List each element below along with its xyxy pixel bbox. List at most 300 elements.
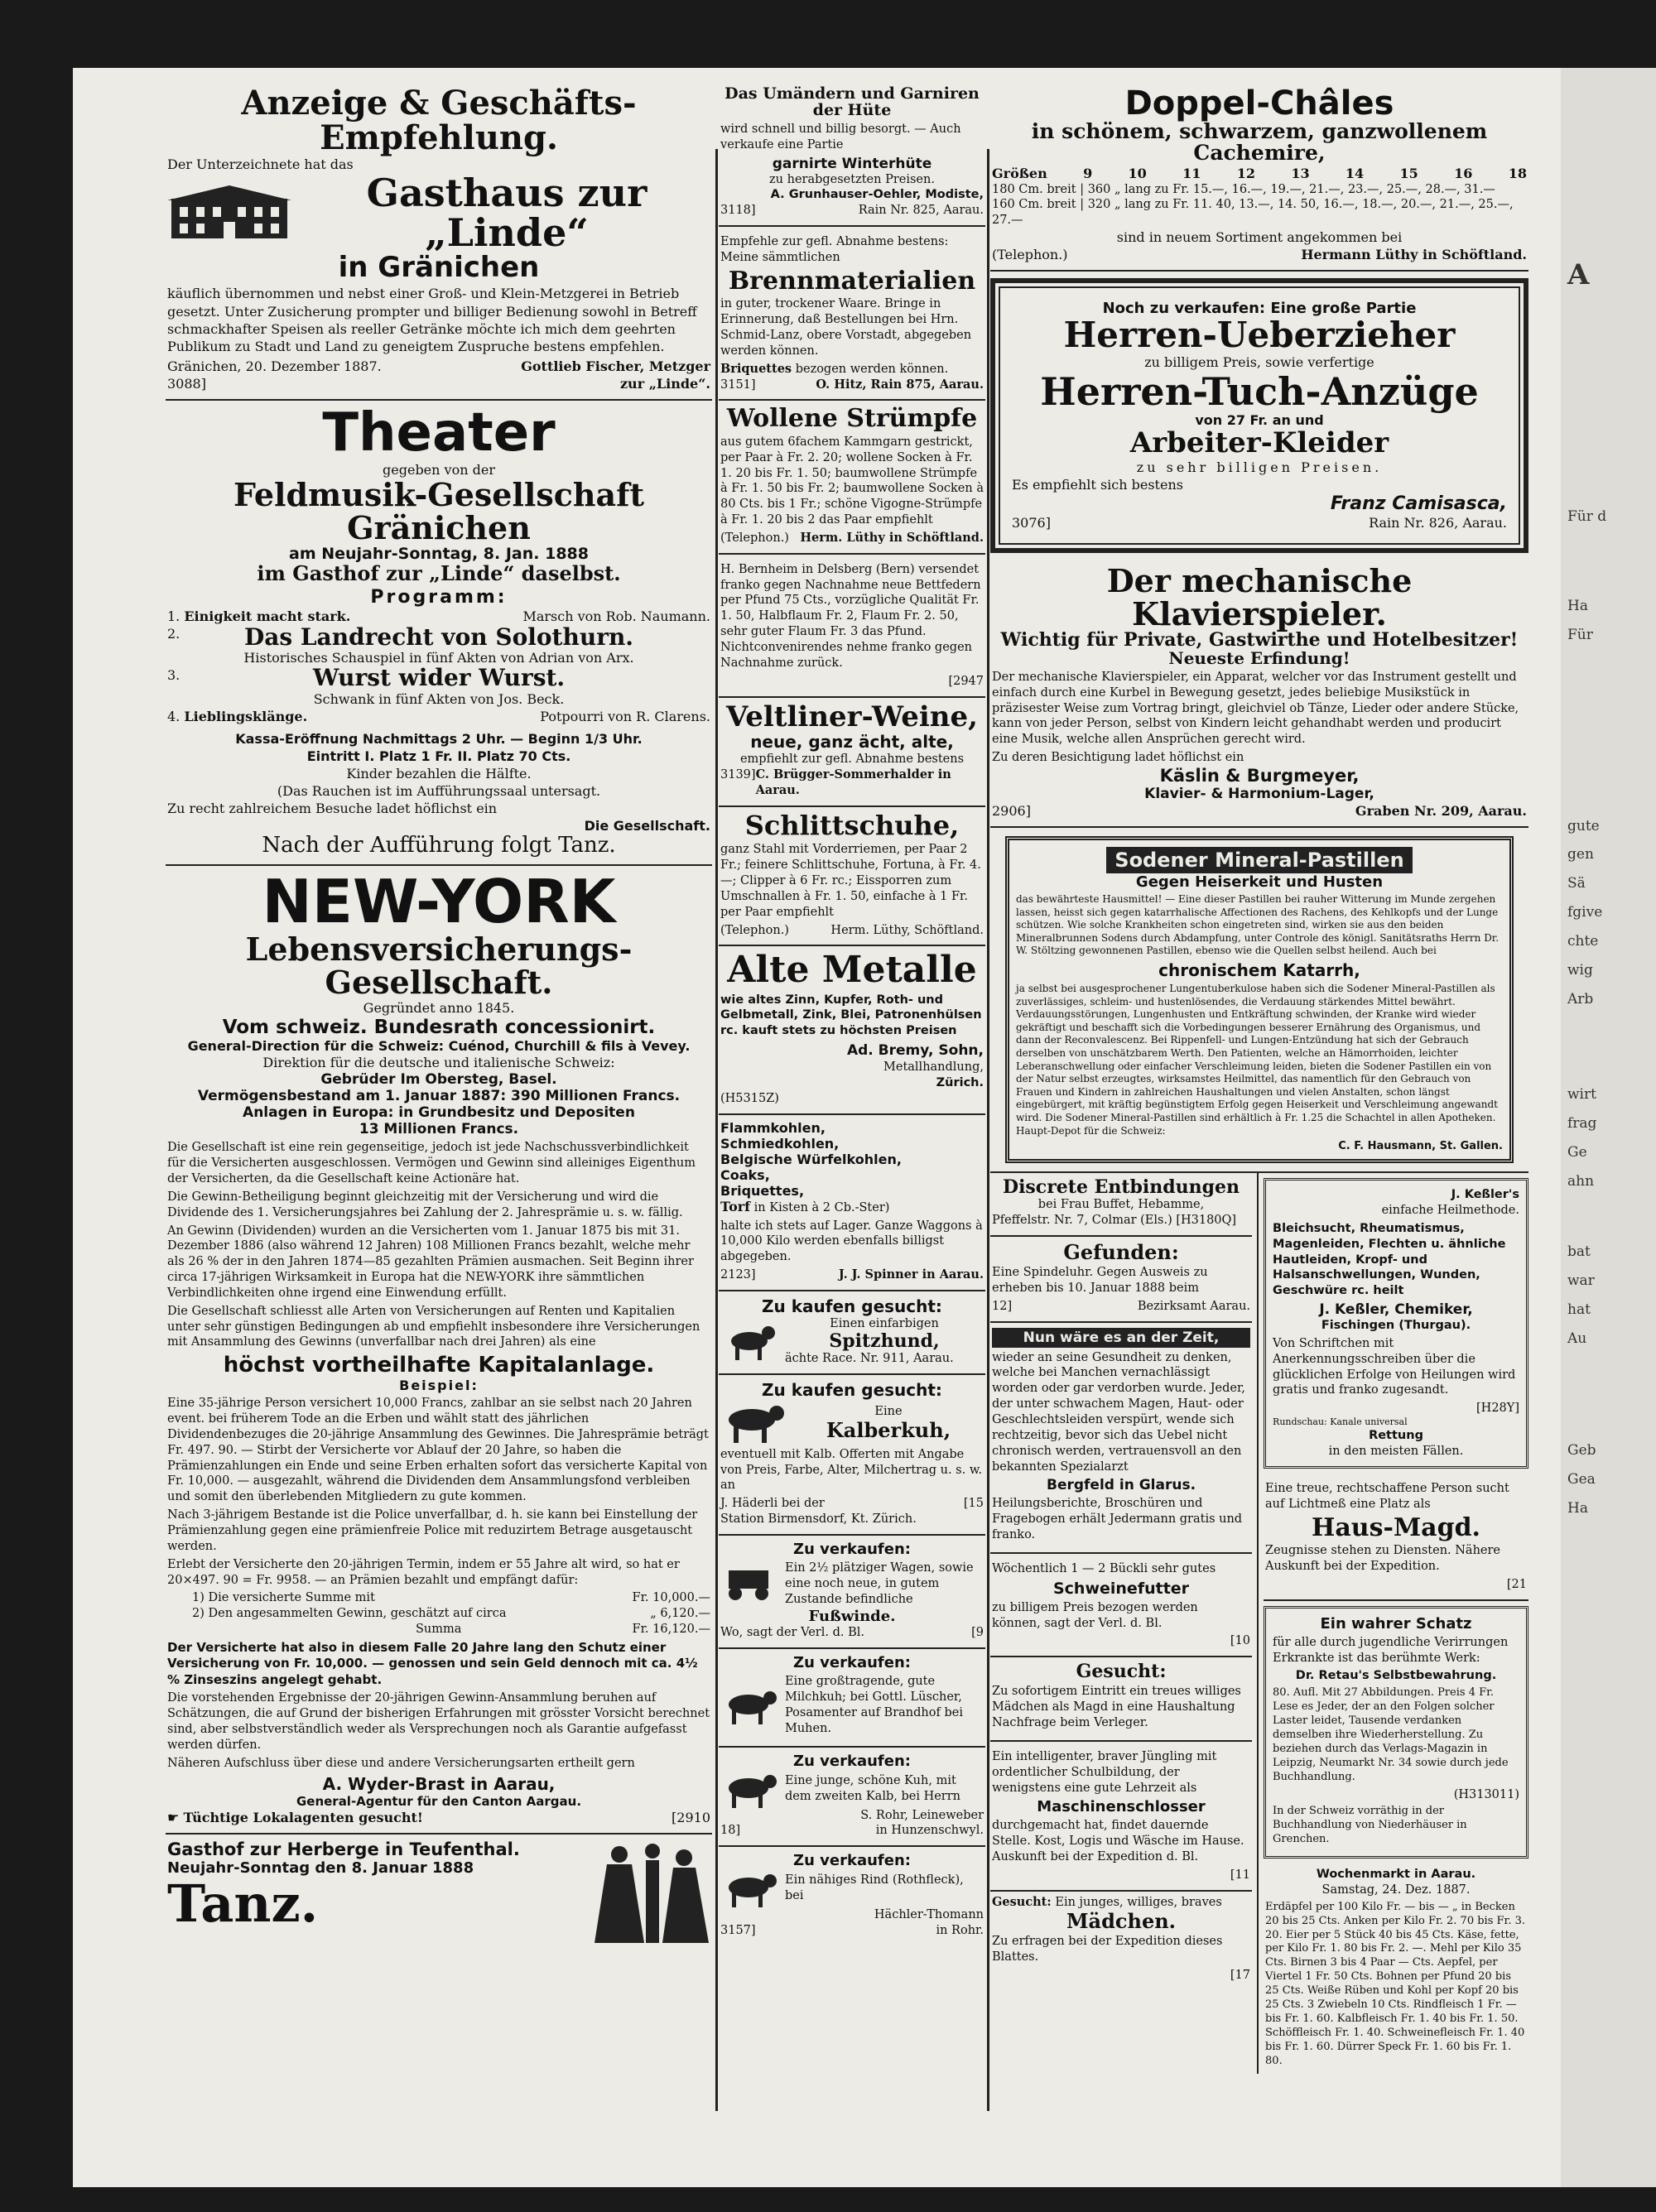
cow-icon	[720, 1400, 787, 1445]
edge-fragment: Sä	[1567, 875, 1586, 892]
ref-number: [9	[971, 1626, 984, 1640]
kessler-rescue: Rettung	[1369, 1429, 1423, 1443]
spitz-text-2: ächte Race. Nr. 911, Aarau.	[785, 1351, 954, 1365]
program-author: Potpourri von R. Clarens.	[540, 708, 710, 724]
hausmagd-bold: Haus-Magd.	[1312, 1512, 1480, 1542]
kuh2-text: Eine junge, schöne Kuh, mit dem zweiten Kalb, bei Herrn	[785, 1773, 960, 1803]
schwein-text-2: zu billigem Preis bezogen werden können, sagt der Verl. d. Bl.	[992, 1600, 1198, 1630]
program-author: Historisches Schauspiel in fünf Akten von Adrian von Arx.	[243, 649, 634, 666]
newyork-paragraph: Näheren Aufschluss über diese und andere Versicherungsarten ertheilt gern	[167, 1756, 635, 1770]
calc-value: Fr. 10,000.—	[632, 1591, 710, 1605]
rind-name: Hächler-Thomann	[874, 1908, 984, 1922]
klavier-address: Graben Nr. 209, Aarau.	[1355, 802, 1527, 819]
ref-number: [2947	[948, 674, 984, 688]
newyork-paragraph: An Gewinn (Dividenden) wurden an die Versicherten vom 1. Januar 1875 bis mit 31. Dezember 1886 (also während 12 Jahren) 108 Millionen Francs bezahlt, welche mehr als 26 % der in den Jahren 1874—85 gezahlten Prämien ausmachen. Seit Beginn ihrer circa 17-jährigen Wirksamkeit in Europa hat die NEW-YORK ihre sämmtlichen Verbindlichkeiten ohne irgend eine Einwendung erfüllt.	[167, 1224, 694, 1300]
newyork-headline: höchst vortheilhafte Kapitalanlage.	[223, 1353, 655, 1378]
size-value: 9	[1083, 165, 1093, 181]
edge-fragment: gen	[1567, 846, 1594, 863]
ref-number: [H28Y]	[1476, 1402, 1519, 1416]
schlitt-title: Schlittschuhe,	[744, 809, 960, 841]
veltliner-ad	[719, 698, 985, 807]
kuh-bold: Kalberkuh,	[826, 1417, 951, 1442]
hats-title: Das Umändern und Garniren der Hüte	[724, 84, 980, 119]
size-value: 16	[1454, 165, 1473, 181]
edge-fragment: war	[1567, 1272, 1595, 1289]
kessler-head: J. Keßler's	[1451, 1188, 1519, 1202]
ref-number: 3118]	[720, 204, 756, 218]
edge-fragment: Geb	[1567, 1442, 1596, 1459]
maedchen-text-2: Zu erfragen bei der Expedition dieses Blattes.	[992, 1934, 1223, 1964]
ref-number: [21	[1506, 1577, 1527, 1591]
kohlen-item: Coaks,	[720, 1166, 770, 1183]
herren-address: Rain Nr. 826, Aarau.	[1369, 514, 1507, 531]
maedchen-ad	[990, 1892, 1252, 1987]
tanz-title: Tanz.	[167, 1873, 319, 1934]
column-3	[990, 81, 1528, 2074]
schlitt-ad	[719, 807, 985, 947]
metalle-name-2: Metallhandlung,	[883, 1060, 984, 1075]
brenn-ad	[719, 227, 985, 401]
chales-name: Hermann Lüthy in Schöftland.	[1301, 247, 1527, 263]
schlitt-name: Herm. Lüthy, Schöftland.	[830, 923, 984, 937]
program-piece: Lieblingsklänge.	[184, 708, 308, 724]
bergfeld-name: Bergfeld in Glarus.	[1046, 1477, 1196, 1494]
schlosser-bold: Maschinenschlosser	[1037, 1798, 1206, 1816]
kessler-ad	[1264, 1178, 1528, 1469]
soden-title: Sodener Mineral-Pastillen	[1106, 847, 1412, 873]
edge-fragment: fgive	[1567, 904, 1603, 921]
edge-fragment: gute	[1567, 818, 1600, 834]
telephon-label: (Telephon.)	[992, 247, 1068, 263]
newyork-brothers: Gebrüder Im Obersteg, Basel.	[320, 1071, 557, 1089]
price-row: zu Fr. 11. 40, 13.—, 14. 50, 16.—, 18.—, 20.—, 21.—, 25.—, 27.—	[992, 198, 1514, 228]
kuh-text-2: eventuell mit Kalb. Offerten mit Angabe von Preis, Farbe, Alter, Milchertrag u. s. w. an	[720, 1447, 983, 1493]
schatz-title: Ein wahrer Schatz	[1320, 1614, 1472, 1633]
newyork-assets: Vermögensbestand am 1. Januar 1887: 390 Millionen Francs.	[197, 1088, 681, 1105]
program-piece: Einigkeit macht stark.	[184, 608, 351, 625]
metalle-title: Alte Metalle	[727, 949, 977, 992]
newyork-paragraph: Die Gesellschaft ist eine rein gegenseitige, jedoch ist jede Nachschussverbindlichkeit für die Versicherten ausgeschlossen. Vermögen und Gewinn sind alleiniges Eigenthum der Versicherten, da die Gesellschaft keine Actionäre hat.	[167, 1141, 696, 1185]
hausmagd-text: Eine treue, rechtschaffene Person sucht auf Lichtmeß eine Platz als	[1265, 1482, 1509, 1511]
theater-sign: Die Gesellschaft.	[584, 818, 710, 834]
metalle-name: Ad. Bremy, Sohn,	[846, 1042, 984, 1060]
wagen-text: Ein 2½ plätziger Wagen, sowie eine noch neue, in gutem Zustande befindliche	[785, 1560, 974, 1606]
edge-fragment: frag	[1567, 1115, 1597, 1132]
schwein-text: Wöchentlich 1 — 2 Bückli sehr gutes	[992, 1561, 1216, 1575]
milch-text: Eine großtragende, gute Milchkuh; bei Gottl. Lüscher, Posamenter auf Brandhof bei Muhen.	[785, 1675, 963, 1735]
herren-price: von 27 Fr. an und	[1195, 411, 1324, 428]
schwein-bold: Schweinefutter	[1052, 1579, 1190, 1598]
soden-ad	[1005, 836, 1514, 1163]
gefunden-ad	[990, 1237, 1252, 1323]
gesucht-ad	[990, 1657, 1252, 1742]
edge-fragment: Au	[1567, 1330, 1587, 1347]
kohlen-name: J. J. Spinner in Aarau.	[838, 1267, 984, 1282]
linde-intro: Der Unterzeichnete hat das	[167, 156, 354, 172]
kohlen-item: Flammkohlen,	[720, 1119, 826, 1136]
size-value: 11	[1182, 165, 1201, 181]
schatz-text-2: 80. Aufl. Mit 27 Abbildungen. Preis 4 Fr. Lese es Jeder, der an den Folgen solcher Laster leidet, Tausende verdanken demselben ihre Wiederherstellung. Zu beziehen durch das Verlags-Magazin in Leipzig, Neumarkt Nr. 34 sowie durch jede Buchhandlung.	[1273, 1686, 1509, 1783]
discrete-ad	[990, 1173, 1252, 1237]
program-piece: Wurst wider Wurst.	[312, 664, 566, 692]
schlitt-text: ganz Stahl mit Vorderriemen, per Paar 2 Fr.; feinere Schlittschuhe, Fortuna, à Fr. 4. —; Clipper à 6 Fr. rc.; Eissporren zum Umschnallen à Fr. 1. 50, einfache à 1 Fr. per Paar empfiehlt	[720, 843, 981, 919]
soden-sub: Gegen Heiserkeit und Husten	[1135, 873, 1384, 892]
theater-dance: Nach der Aufführung folgt Tanz.	[262, 833, 616, 858]
size-value: 14	[1345, 165, 1365, 181]
ref-number: 18]	[720, 1824, 741, 1838]
kuh-title: Zu kaufen gesucht:	[762, 1379, 942, 1400]
veltliner-title: Veltliner-Weine,	[725, 700, 978, 733]
metalle-text: wie altes Zinn, Kupfer, Roth- und Gelbmetall, Zink, Blei, Patronenhülsen rc. kauft stets zu höchsten Preisen	[720, 993, 982, 1038]
ref-number: [10	[1230, 1634, 1251, 1648]
discrete-title: Discrete Entbindungen	[1002, 1176, 1240, 1199]
newyork-paragraph: Nach 3-jährigem Bestande ist die Police unverfallbar, d. h. sie kann bei Einstellung der Prämienzahlung gegen eine prämienfreie Police mit reduzirtem Betrage ausgetauscht werden.	[167, 1508, 698, 1553]
edge-fragment: Gea	[1567, 1471, 1596, 1488]
klavier-new: Neueste Erfindung!	[1168, 647, 1350, 668]
ref-number: (H313011)	[1453, 1787, 1519, 1801]
markt-text: Erdäpfel per 100 Kilo Fr. — bis — „ in Becken 20 bis 25 Cts. Anken per Kilo Fr. 2. 70 bis Fr. 3. 20. Eier per 5 Stück 40 bis 45 Cts. Käse, fette, per Kilo Fr. 1. 80 bis Fr. 2. —. Mehl per Kilo 35 Cts. Birnen 3 bis 4 Paar — Cts. Aepfel, per Viertel 1 Fr. 50 Cts. Bohnen per Pfund 20 bis 25 Cts. Weiße Rüben und Kohl per Kopf 20 bis 25 Cts. 3 Zwiebeln 10 Cts. Rindfleisch 1 Fr. — bis Fr. 1. 60. Kalbfleisch Fr. 1. 40 bis Fr. 1. 50. Schöffleisch Fr. 1. 40. Schweinefleisch Fr. 1. 40 bis Fr. 1. 60. Dürrer Speck Fr. 1. 60 bis Fr. 1. 80.	[1265, 1900, 1525, 2067]
schlosser-ad	[990, 1742, 1252, 1892]
program-piece: Das Landrecht von Solothurn.	[243, 623, 634, 651]
cow-icon	[720, 1869, 778, 1907]
theater-entry: Eintritt I. Platz 1 Fr. II. Platz 70 Cts.	[306, 748, 571, 764]
kessler-text-2: Von Schriftchen mit Anerkennungsschreiben über die glücklichen Erfolge von Heilungen wird gratis und franko zugesandt.	[1273, 1336, 1516, 1397]
herren-mid: zu billigem Preis, sowie verfertige	[1144, 354, 1374, 371]
col3-right-stack	[1257, 1173, 1528, 2074]
strumpfe-title: Wollene Strümpfe	[726, 404, 978, 434]
klavier-text: Der mechanische Klavierspieler, ein Apparat, welcher vor das Instrument gestellt und einfach durch eine Kurbel in Bewegung gesetzt, jedes beliebige Musikstück in präzisester Weise zum Vortrag bringt, gleichviel ob Tänze, Lieder oder andere Stücke, kann von jeder Person, selbst von Kindern leicht gehandhabt werden und producirt eine Musik, welche allen Ansprüchen gerecht wird.	[992, 670, 1519, 747]
column-rule	[715, 149, 718, 2111]
kohlen-text: halte ich stets auf Lager. Ganze Waggons à 10,000 Kilo werden ebenfalls billigst abgegeben.	[720, 1219, 983, 1264]
edge-fragment: ahn	[1567, 1173, 1595, 1190]
theater-invite: Zu recht zahlreichem Besuche ladet höflichst ein	[167, 801, 498, 817]
wagen-bold: Fußwinde.	[808, 1608, 896, 1626]
kessler-sub: einfache Heilmethode.	[1381, 1203, 1519, 1217]
cow-icon	[720, 1686, 778, 1724]
discrete-text: bei Frau Buffet, Hebamme,	[1037, 1198, 1205, 1212]
calc-value: „ 6,120.—	[650, 1607, 710, 1621]
herren-title-2: Herren-Tuch-Anzüge	[1040, 368, 1479, 414]
linde-date: Gränichen, 20. Dezember 1887.	[167, 358, 382, 374]
herren-name: Franz Camisasca,	[1330, 493, 1507, 514]
theater-ad	[166, 401, 712, 866]
ref-number: [15	[963, 1497, 984, 1511]
herren-title-3: Arbeiter-Kleider	[1129, 426, 1389, 459]
newyork-licensed: Vom schweiz. Bundesrath concessionirt.	[222, 1017, 656, 1039]
bergfeld-text: wieder an seine Gesundheit zu denken, welche bei Manchen vernachlässigt worden oder gar verdorben wurde. Jeder, der unter schwachem Magen, Haut- oder Geschlechtsleiden verspürt, wende sich rechtzeitig, bevor sich das Uebel nicht chronisch werden, vertrauensvoll an den bekannten Spezialarzt	[992, 1350, 1245, 1474]
schatz-text: für alle durch jugendliche Verirrungen Erkrankte ist das berühmte Werk:	[1273, 1635, 1509, 1665]
spitz-bold: Spitzhund,	[829, 1330, 940, 1352]
kohlen-item: Torf	[720, 1198, 751, 1214]
linde-title: Anzeige & Geschäfts-Empfehlung.	[241, 84, 637, 157]
gesucht-text: Zu sofortigem Eintritt ein treues williges Mädchen als Magd in eine Haushaltung Nachfrage beim Verleger.	[992, 1685, 1241, 1730]
rind-title: Zu verkaufen:	[793, 1852, 911, 1870]
wagen-ad	[719, 1536, 985, 1649]
telephon-label: (Telephon.)	[720, 923, 789, 937]
edge-fragment: wig	[1567, 962, 1593, 979]
size-value: 13	[1291, 165, 1310, 181]
hausmagd-text-2: Zeugnisse stehen zu Diensten. Nähere Auskunft bei der Expedition.	[1265, 1544, 1501, 1574]
kessler-text: Bleichsucht, Rheumatismus, Magenleiden, Flechten u. ähnliche Hautleiden, Kropf- und Halsanschwellungen, Wunden, Geschwüre rc. heilt	[1273, 1221, 1506, 1298]
markt-ad	[1264, 1863, 1528, 2074]
chales-text: sind in neuem Sortiment angekommen bei	[1116, 229, 1403, 246]
gefunden-text: Eine Spindeluhr. Gegen Ausweis zu erheben bis 10. Januar 1888 beim	[992, 1266, 1208, 1295]
calc-label: Summa	[416, 1623, 462, 1637]
ref-number: 2123]	[720, 1268, 756, 1282]
program-item	[167, 625, 710, 666]
kohlen-torf: in Kisten à 2 Cb.-Ster)	[753, 1200, 890, 1214]
newyork-paragraph: Die vorstehenden Ergebnisse der 20-jährigen Gewinn-Ansammlung beruhen auf Schätzungen, die auf Grund der bisherigen Erfahrungen mit grösster Vorsicht berechnet sind, aber selbstverständlich weder als Versprechungen noch als Garantie aufgefasst werden dürfen.	[167, 1691, 710, 1752]
program-title: Programm:	[370, 587, 508, 608]
kuh2-address: in Hunzenschwyl.	[875, 1824, 984, 1838]
rind-address: in Rohr.	[936, 1924, 984, 1938]
hats-text: wird schnell und billig besorgt. — Auch verkaufe eine Partie	[720, 122, 961, 151]
markt-date: Samstag, 24. Dez. 1887.	[1321, 1883, 1471, 1897]
metalle-name-3: Zürich.	[936, 1076, 984, 1090]
size-value: 15	[1399, 165, 1418, 181]
kuh-address: Station Birmensdorf, Kt. Zürich.	[720, 1512, 917, 1527]
wagen-title: Zu verkaufen:	[793, 1540, 911, 1558]
newyork-paragraph: Die Gewinn-Betheiligung beginnt gleichzeitig mit der Versicherung und wird die Dividende des 1. Versicherungsjahres bei Zahlung der 2. Jahresprämie u. s. w. fällig.	[167, 1190, 683, 1219]
bergfeld-ad	[990, 1323, 1252, 1554]
linde-place: in Gränichen	[338, 250, 540, 284]
ref-number: 3151]	[720, 377, 756, 392]
maedchen-text: Ein junges, williges, braves	[1055, 1895, 1222, 1909]
herren-ad	[990, 278, 1528, 553]
hats-address: Rain Nr. 825, Aarau.	[858, 204, 984, 218]
soden-name: C. F. Hausmann, St. Gallen.	[1338, 1140, 1503, 1153]
schwein-ad	[990, 1554, 1252, 1657]
newyork-agent-2: General-Agentur für den Canton Aargau.	[296, 1793, 582, 1809]
brenn-bold: Briquettes	[720, 361, 792, 376]
schatz-ad	[1264, 1606, 1528, 1859]
newyork-paragraph: Erlebt der Versicherte den 20-jährigen Termin, indem er 55 Jahre alt wird, so hat er 20×497. 90 = Fr. 9958. — an Prämien bezahlt und empfängt dafür:	[167, 1557, 680, 1587]
linde-signer-2: zur „Linde“.	[619, 375, 710, 392]
ref-number: [11	[1230, 1868, 1251, 1882]
newyork-europe: Anlagen in Europa: in Grundbesitz und Depositen	[243, 1104, 635, 1122]
edge-fragment: A	[1567, 258, 1590, 291]
wagen-text-2: Wo, sagt der Verl. d. Bl.	[720, 1626, 864, 1640]
program-number: 2.	[167, 626, 181, 642]
tanz-line-1: Gasthof zur Herberge in Teufenthal.	[167, 1839, 520, 1859]
bergfeld-title: Nun wäre es an der Zeit,	[992, 1328, 1250, 1348]
brenn-intro: Empfehle zur gefl. Abnahme bestens: Meine sämmtlichen	[720, 235, 949, 264]
program-number: 4.	[167, 708, 181, 724]
edge-fragment: wirt	[1567, 1086, 1596, 1103]
gefunden-name: Bezirksamt Aarau.	[1137, 1299, 1251, 1313]
newyork-direction-2: Direktion für die deutsche und italienische Schweiz:	[262, 1055, 615, 1071]
veltliner-text: empfiehlt zur gefl. Abnahme bestens	[739, 753, 965, 767]
strumpfe-ad	[719, 401, 985, 554]
tanz-ad	[166, 1835, 712, 1952]
edge-fragment: Ha	[1567, 1500, 1588, 1517]
kuh2-ad	[719, 1748, 985, 1848]
theater-society: Feldmusik-Gesellschaft Gränichen	[233, 476, 645, 547]
gesucht-title: Gesucht:	[1076, 1661, 1167, 1683]
herren-title-1: Herren-Ueberzieher	[1063, 315, 1456, 356]
klavier-title: Der mechanische Klavierspieler.	[1106, 561, 1413, 632]
spitz-ad	[719, 1291, 985, 1375]
markt-title: Wochenmarkt in Aarau.	[1316, 1868, 1476, 1882]
veltliner-line: neue, ganz ächt, alte,	[750, 732, 954, 753]
schatz-text-3: In der Schweiz vorräthig in der Buchhandlung von Niederhäuser in Grenchen.	[1273, 1805, 1467, 1846]
newyork-direction: General-Direction für die Schweiz: Cuénod, Churchill & fils à Vevey.	[187, 1038, 691, 1055]
herren-recommend: Es empfiehlt sich bestens	[1012, 476, 1183, 493]
strumpfe-text: aus gutem 6fachem Kammgarn gestrickt, per Paar à Fr. 2. 20; wollene Socken à Fr. 1. 20 bis Fr. 1. 50; baumwollene Strümpfe à Fr. 1. 50 bis Fr. 2; baumwollene Socken à 80 Cts. bis 1 Fr.; schöne Vigogne-Strümpfe à Fr. 1. 20 bis 2 das Paar empfiehlt	[720, 435, 984, 527]
schlosser-text: Ein intelligenter, braver Jüngling mit ordentlicher Schulbildung, der wenigstens eine gute Lehrzeit als	[992, 1749, 1217, 1795]
kohlen-item: Briquettes,	[720, 1182, 805, 1199]
calc-value: Fr. 16,120.—	[632, 1623, 710, 1637]
kohlen-ad	[719, 1115, 985, 1291]
ref-number: 3088]	[167, 375, 206, 392]
bergfeld-text-2: Heilungsberichte, Broschüren und Fragebogen erhält Jedermann gratis und franko.	[992, 1497, 1243, 1542]
newyork-europe-2: 13 Millionen Francs.	[359, 1121, 519, 1138]
gefunden-title: Gefunden:	[1063, 1239, 1179, 1264]
example-title: Beispiel:	[399, 1378, 479, 1394]
klavier-sub: Wichtig für Private, Gastwirthe und Hotelbesitzer!	[1000, 628, 1519, 651]
program-number: 1.	[167, 608, 181, 625]
herren-intro: Noch zu verkaufen: Eine große Partie	[1102, 300, 1417, 318]
program-item	[167, 708, 710, 725]
program-item	[167, 666, 710, 708]
kessler-name: J. Keßler, Chemiker,	[1319, 1301, 1473, 1319]
carriage-icon	[720, 1565, 778, 1602]
strumpfe-name: Herm. Lüthy in Schöftland.	[800, 530, 984, 545]
telephon-label: (Telephon.)	[720, 531, 789, 545]
hats-ad	[719, 81, 985, 227]
rind-ad	[719, 1847, 985, 1944]
calc-label: 1) Die versicherte Summe mit	[192, 1591, 375, 1605]
hausmagd-ad	[1264, 1474, 1528, 1601]
edge-fragment: Für	[1567, 627, 1593, 643]
adjacent-page-edge	[1561, 68, 1656, 2187]
ref-number: 3076]	[1012, 514, 1051, 531]
kuh2-title: Zu verkaufen:	[793, 1752, 911, 1770]
soden-text-2: ja selbst bei ausgesprochener Lungentuberkulose haben sich die Sodener Mineral-Pastillen als zuverlässiges, schleim- und hustenlösendes, die Verdauung stärkendes Mittel bewährt. Verdauungsstörungen, Lungenhusten und Entkräftung schwinden, der Kranke wird wieder gekräftigt und beschafft sich die Vorbedingungen besserer Ernährung des Organismus, und dann der Reconvalescenz. Bei Rippenfell- und Lungen-Entzündung hat sich der Gebrauch derselben von unschätzbarem Werth. Den Patienten, welche an Hämorrhoiden, leichter Leberanschwellung oder einfacher Verschleimung leiden, bieten die Sodener Pastillen ein von der Natur selbst erzeugtes, wirksamstes Heilmittel, das namentlich für den Gebrauch von Frauen und Kindern in zahlreichen Haushaltungen und vielen Anstalten, schon längst eingebürgert, mit kräftig begünstigtem Erfolg gegen Heiserkeit und Verschleimung angewandt wird. Die Sodener Mineral-Pastillen sind erhältlich à Fr. 1.25 die Schachtel in allen Apotheken. Haupt-Depot für die Schweiz:	[1016, 983, 1498, 1137]
theater-kids: Kinder bezahlen die Hälfte.	[346, 765, 532, 781]
ref-number: 12]	[992, 1299, 1013, 1313]
newyork-paragraph: Der Versicherte hat also in diesem Falle 20 Jahre lang den Schutz einer Versicherung von Fr. 10,000. — genossen und sein Geld dennoch mit ca. 4½ % Zinseszins angelegt gehabt.	[167, 1639, 698, 1687]
edge-fragment: Ha	[1567, 598, 1588, 614]
ref-number: [17	[1230, 1968, 1251, 1982]
newyork-subtitle: Lebensversicherungs-Gesellschaft.	[245, 930, 633, 1002]
ref-number: (H5315Z)	[720, 1091, 779, 1105]
soden-text: das bewährteste Hausmittel! — Eine dieser Pastillen bei rauher Witterung im Munde zergehen lassen, heisst sich gegen katarrhalische Affectionen des Rachens, des Kehlkopfs und der Lunge schützen. Wie solche Krankheiten schon eingetreten sind, wirken sie aus den beiden Mineralbrunnen Sodens durch Abdampfung, unter Controle des königl. Sanitätsraths Herrn Dr. W. Stöltzing gewonnenen Pastillen, ebenso wie die Quellen selbst heilend. Auch bei	[1016, 893, 1500, 957]
kessler-rescue-2: in den meisten Fällen.	[1328, 1445, 1464, 1459]
edge-fragment: hat	[1567, 1301, 1591, 1318]
newyork-paragraph: Eine 35-jährige Person versichert 10,000 Francs, zahlbar an sie selbst nach 20 Jahren event. bei früherem Tode an die Erben und wählt statt des jährlichen Dividendenbezuges die 20-jährige Ansammlung des Gewinnes. Die Jahresprämie beträgt Fr. 497. 90. — Stirbt der Versicherte vor Ablauf der 20 Jahre, so haben die Prämienzahlungen ein Ende und seine Erben erhalten sofort das versicherte Kapital von Fr. 10,000. — ausgezahlt, während die Dividenden dem Ansammlungsfond verbleiben und somit den überlebenden Mitgliedern zu gute kommen.	[167, 1397, 709, 1504]
soden-bold: chronischem Katarrh,	[1158, 960, 1360, 980]
size-value: 10	[1128, 165, 1147, 181]
column-1	[166, 81, 712, 1952]
program-author: Schwank in fünf Akten von Jos. Beck.	[313, 690, 565, 707]
maedchen-bold: Mädchen.	[1066, 1908, 1177, 1933]
milch-title: Zu verkaufen:	[793, 1654, 911, 1672]
theater-smoke: (Das Rauchen ist im Aufführungssaal untersagt.	[277, 783, 601, 800]
federn-text: H. Bernheim in Delsberg (Bern) versendet franko gegen Nachnahme neue Bettfedern per Pfund 75 Cts., vorzügliche Qualität Fr. 1. 50, Halbflaum Fr. 2, Flaum Fr. 2. 50, sehr guter Flaum Fr. 3 das Pfund. Nichtconvenirendes nehme franko gegen Nachnahme zurück.	[720, 562, 981, 670]
newyork-ad	[166, 866, 712, 1835]
price-row-label: 180 Cm. breit | 360 „ lang	[992, 182, 1152, 196]
federn-ad	[719, 555, 985, 698]
rind-text: Ein nähiges Rind (Rothfleck), bei	[785, 1873, 964, 1903]
brenn-text: in guter, trockener Waare. Bringe in Erinnerung, daß Bestellungen bei Hrn. Schmid-Lanz, obere Vorstadt, abgegeben werden können.	[720, 297, 972, 358]
spitz-title: Zu kaufen gesucht:	[762, 1296, 942, 1316]
maedchen-title: Gesucht:	[992, 1894, 1052, 1909]
hats-bold: garnirte Winterhüte	[772, 155, 932, 172]
schatz-bold: Dr. Retau's Selbstbewahrung.	[1295, 1669, 1497, 1683]
edge-fragment: Für d	[1567, 508, 1607, 525]
linde-ad	[166, 81, 712, 401]
kuh2-name: S. Rohr, Leineweber	[860, 1808, 984, 1822]
theater-venue: im Gasthof zur „Linde“ daselbst.	[257, 561, 621, 586]
ref-number: 3139]	[720, 768, 756, 782]
edge-fragment: Arb	[1567, 991, 1594, 1007]
theater-cash: Kassa-Eröffnung Nachmittags 2 Uhr. — Beginn 1/3 Uhr.	[235, 730, 643, 747]
column-2	[719, 81, 985, 1944]
kessler-address: Fischingen (Thurgau).	[1321, 1319, 1471, 1333]
cow-icon	[720, 1770, 778, 1808]
metalle-ad	[719, 946, 985, 1114]
calc-label: 2) Den angesammelten Gewinn, geschätzt auf circa	[192, 1607, 507, 1621]
ref-number: 2906]	[992, 802, 1031, 819]
ref-number: [2910	[672, 1809, 710, 1825]
size-value: 18	[1508, 165, 1527, 181]
edge-fragment: bat	[1567, 1243, 1591, 1260]
kuh-ad	[719, 1375, 985, 1536]
schlosser-text-2: durchgemacht hat, findet dauernde Stelle. Kost, Logis und Wäsche im Hause. Auskunft bei der Expedition d. Bl.	[992, 1819, 1244, 1864]
hats-text-2: zu herabgesetzten Preisen.	[769, 172, 935, 186]
chales-title: Doppel-Châles	[1124, 84, 1394, 123]
herren-cheap: zu sehr billigen Preisen.	[1136, 459, 1383, 475]
dancing-couples-icon	[586, 1839, 710, 1947]
newyork-wanted: Tüchtige Lokalagenten gesucht!	[183, 1809, 423, 1825]
tanz-line-2: Neujahr-Sonntag den 8. Januar 1888	[167, 1859, 474, 1877]
klavier-name: Käslin & Burgmeyer,	[1159, 765, 1360, 786]
dog-icon	[720, 1320, 778, 1362]
ref-number: 3157]	[720, 1924, 756, 1938]
spitz-text: Einen einfarbigen	[830, 1316, 939, 1330]
hats-name: A. Grunhauser-Oehler, Modiste,	[770, 188, 984, 202]
price-row-label: 160 Cm. breit | 320 „ lang	[992, 198, 1152, 212]
kohlen-item: Schmiedkohlen,	[720, 1135, 840, 1152]
milch-ad	[719, 1649, 985, 1747]
pointing-hand-icon: ☛	[167, 1809, 180, 1825]
size-value: 12	[1236, 165, 1255, 181]
linde-text: käuflich übernommen und nebst einer Groß- und Klein-Metzgerei in Betrieb gesetzt. Unter Zusicherung prompter und billiger Bedienung sowohl in Betreff schmackhafter Speisen als reeller Getränke möchte ich mich dem geehrten Publikum zu Stadt und Land zu geneigtem Zuspruche bestens empfehlen.	[167, 286, 697, 354]
building-icon	[167, 184, 291, 242]
price-row: zu Fr. 15.—, 16.—, 19.—, 21.—, 23.—, 25.—, 28.—, 31.—	[1154, 182, 1495, 196]
klavier-ad	[990, 560, 1528, 828]
kessler-side: Rundschau: Kanale universal	[1273, 1416, 1408, 1428]
newyork-paragraph: Die Gesellschaft schliesst alle Arten von Versicherungen auf Renten und Kapitalien unter sehr günstigen Bedingungen ab und empfiehlt insbesondere ihre Versicherungen mit Ansammlung des Gewinns (unverfallbar nach drei Jahren) als eine	[167, 1304, 700, 1349]
edge-fragment: Ge	[1567, 1144, 1587, 1161]
theater-title: Theater	[322, 402, 556, 464]
brenn-text-2: bezogen werden können.	[795, 362, 949, 376]
brenn-name: O. Hitz, Rain 875, Aarau.	[816, 377, 984, 392]
program-number: 3.	[167, 667, 181, 684]
kuh-name: J. Häderli bei der	[720, 1497, 825, 1511]
klavier-name-2: Klavier- & Harmonium-Lager,	[1144, 785, 1374, 802]
theater-given: gegeben von der	[383, 462, 495, 478]
newyork-agent: A. Wyder-Brast in Aarau,	[322, 1773, 556, 1794]
chales-sub: in schönem, schwarzem, ganzwollenem Cachemire,	[1031, 119, 1488, 166]
discrete-address: Pfeffelstr. Nr. 7, Colmar (Els.) [H3180Q]	[992, 1214, 1237, 1228]
column-rule	[987, 149, 989, 2111]
kuh-text: Eine	[874, 1404, 903, 1418]
linde-house: Gasthaus zur „Linde“	[366, 171, 647, 256]
klavier-invite: Zu deren Besichtigung ladet höflichst ein	[992, 751, 1244, 765]
newyork-founded: Gegründet anno 1845.	[363, 1000, 515, 1017]
